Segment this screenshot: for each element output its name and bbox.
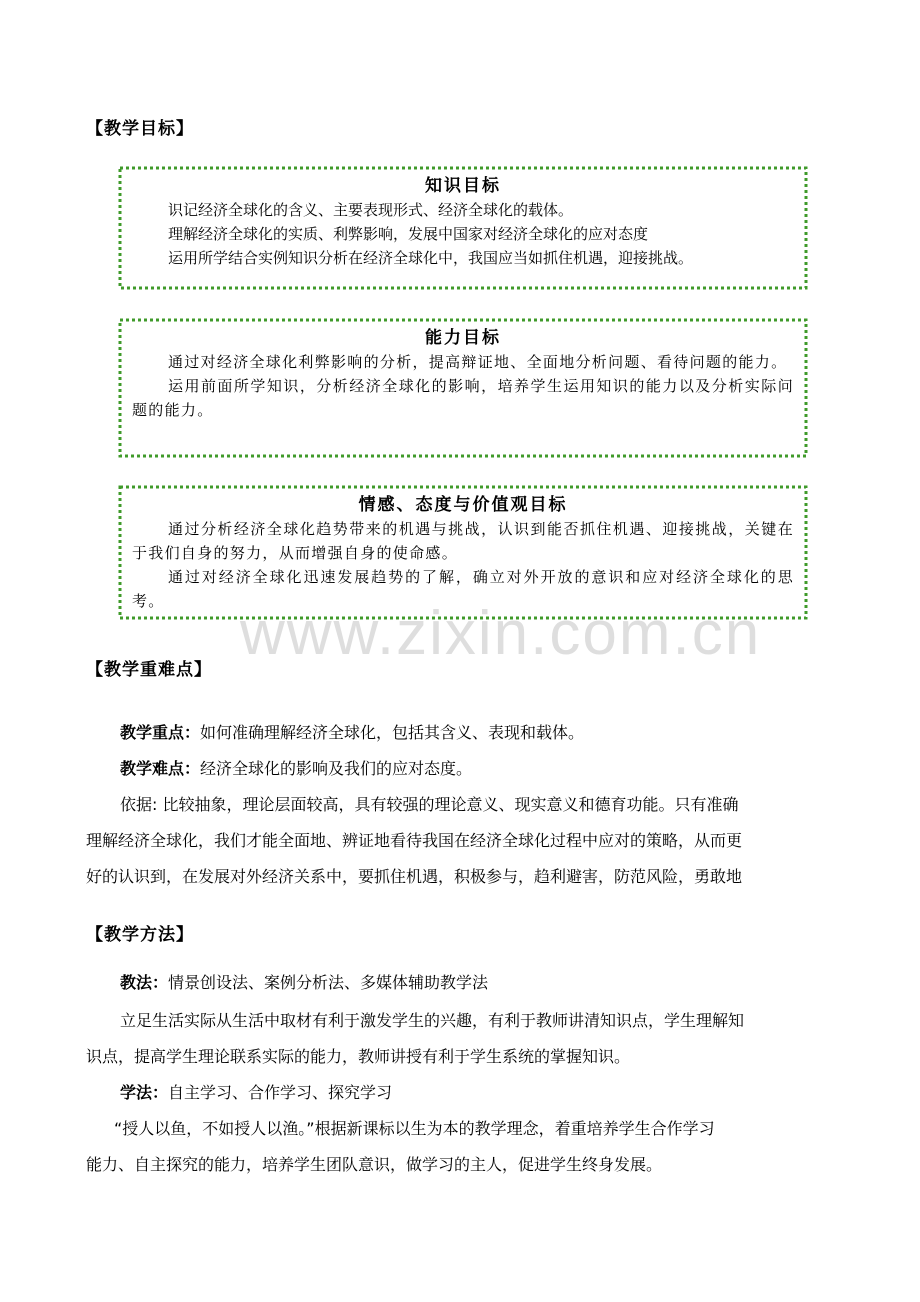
learning-method-line: “授人以鱼，不如授人以渔。”根据新课标以生为本的教学理念，着重培养学生合作学习: [114, 1119, 715, 1138]
teaching-method-label: 教法：: [120, 973, 169, 992]
emotion-goal-paragraph: 通过对经济全球化迅速发展趋势的了解，确立对外开放的意识和应对经济全球化的思考。: [132, 568, 794, 610]
teaching-method-text: 情景创设法、案例分析法、多媒体辅助教学法: [168, 973, 489, 992]
ability-goal-box: [118, 318, 808, 458]
teaching-focus-text: 如何准确理解经济全球化，包括其含义、表现和载体。: [200, 723, 585, 742]
learning-method: [86, 1078, 872, 1108]
section-heading-goals: 【教学目标】: [86, 119, 194, 139]
emotion-goal-paragraph: 通过分析经济全球化趋势带来的机遇与挑战，认识到能否抓住机遇、迎接挑战，关键在于我们自身的努力，从而增强自身的使命感。: [132, 520, 794, 562]
knowledge-goal-box: [118, 166, 808, 290]
ability-goal-title: 能力目标: [425, 328, 501, 348]
watermark: www.zixin.com.cn: [240, 599, 762, 668]
basis-line: 理解经济全球化，我们才能全面地、辨证地看待我国在经济全球化过程中应对的策略，从而更: [86, 831, 743, 850]
knowledge-goal-line: 运用所学结合实例知识分析在经济全球化中，我国应当如抓住机遇，迎接挑战。: [168, 249, 694, 267]
teaching-focus-label: 教学重点：: [120, 723, 201, 742]
knowledge-goal-title: 知识目标: [425, 176, 501, 196]
teaching-method-line: 立足生活实际从生活中取材有利于激发学生的兴趣，有利于教师讲清知识点，学生理解知: [120, 1011, 745, 1030]
section-heading-keypoints: 【教学重难点】: [86, 660, 212, 680]
ability-goal-paragraph: 通过对经济全球化利弊影响的分析，提高辩证地、全面地分析问题、看待问题的能力。: [168, 353, 788, 371]
basis-line: 依据: 比较抽象，理论层面较高，具有较强的理论意义、现实意义和德育功能。只有准确: [120, 795, 739, 814]
teaching-method-line: 识点，提高学生理论联系实际的能力，教师讲授有利于学生系统的掌握知识。: [86, 1047, 631, 1066]
learning-method-line: 能力、自主探究的能力，培养学生团队意识，做学习的主人，促进学生终身发展。: [86, 1155, 663, 1174]
teaching-difficulty-text: 经济全球化的影响及我们的应对态度。: [200, 759, 473, 778]
teaching-method: [86, 968, 872, 998]
teaching-difficulty: [86, 754, 872, 784]
knowledge-goal-line: 理解经济全球化的实质、利弊影响，发展中国家对经济全球化的应对态度: [168, 225, 649, 243]
learning-method-label: 学法：: [120, 1083, 169, 1102]
basis-line: 好的认识到，在发展对外经济关系中，要抓住机遇，积极参与，趋利避害，防范风险，勇敢地: [86, 867, 743, 886]
teaching-difficulty-label: 教学难点：: [120, 759, 201, 778]
emotion-goal-title: 情感、态度与价值观目标: [358, 495, 568, 515]
section-heading-methods: 【教学方法】: [86, 925, 194, 945]
ability-goal-paragraph: 运用前面所学知识，分析经济全球化的影响，培养学生运用知识的能力以及分析实际问题的能力。: [132, 377, 794, 419]
teaching-focus: [86, 718, 872, 748]
learning-method-text: 自主学习、合作学习、探究学习: [168, 1083, 393, 1102]
knowledge-goal-line: 识记经济全球化的含义、主要表现形式、经济全球化的载体。: [168, 201, 574, 219]
